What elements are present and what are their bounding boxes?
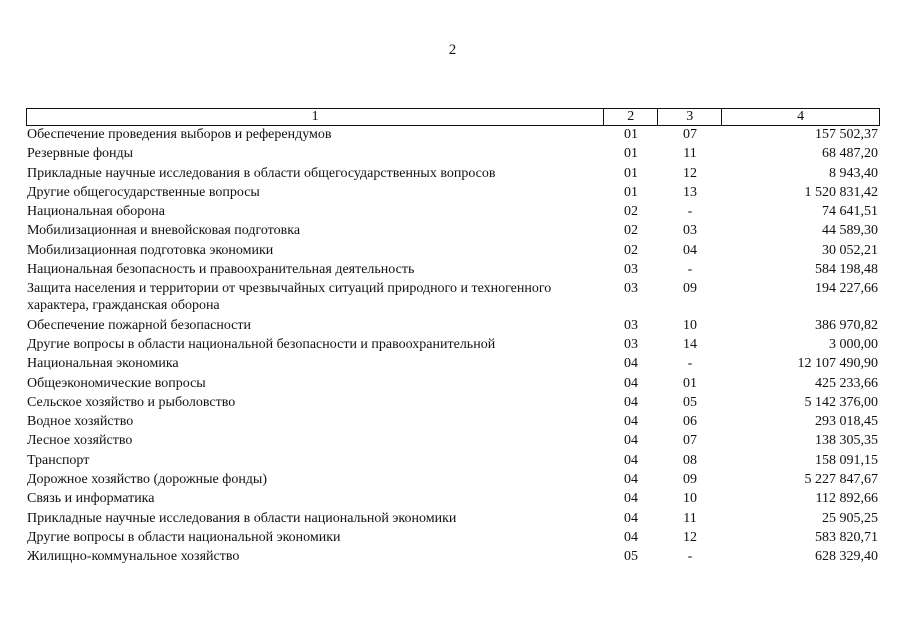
row-name: Связь и информатика xyxy=(27,491,155,507)
row-amount: 74 641,51 xyxy=(822,204,878,220)
row-section: 04 xyxy=(624,375,638,391)
table-row xyxy=(26,375,880,392)
column-header-1: 1 xyxy=(27,109,604,125)
row-amount: 194 227,66 xyxy=(815,281,878,297)
row-amount: 5 142 376,00 xyxy=(804,394,878,410)
row-amount: 583 820,71 xyxy=(815,529,878,545)
table-row xyxy=(26,165,880,182)
row-name: Прикладные научные исследования в области общегосударственных вопросов xyxy=(27,165,496,181)
row-subsection: 10 xyxy=(683,317,697,333)
row-subsection: - xyxy=(687,204,693,220)
row-name: Мобилизационная и вневойсковая подготовка xyxy=(27,223,301,239)
table-row xyxy=(26,452,880,469)
row-name: Общеэкономические вопросы xyxy=(27,375,206,391)
row-name: Дорожное хозяйство (дорожные фонды) xyxy=(27,472,268,488)
row-subsection: 12 xyxy=(683,529,697,545)
table-row xyxy=(26,126,880,143)
row-name: Резервные фонды xyxy=(27,146,134,162)
row-amount: 25 905,25 xyxy=(822,510,878,526)
row-subsection: 09 xyxy=(683,472,697,488)
row-name: Другие общегосударственные вопросы xyxy=(27,184,260,200)
table-row xyxy=(26,355,880,372)
row-section: 03 xyxy=(624,281,638,297)
row-subsection: 13 xyxy=(683,184,697,200)
table-row xyxy=(26,510,880,527)
row-section: 04 xyxy=(624,414,638,430)
row-section: 02 xyxy=(624,223,638,239)
table-row xyxy=(26,222,880,239)
column-header-2: 2 xyxy=(604,109,658,125)
row-amount: 44 589,30 xyxy=(822,223,878,239)
row-amount: 386 970,82 xyxy=(815,317,878,333)
row-amount: 8 943,40 xyxy=(829,165,878,181)
table-row xyxy=(26,261,880,278)
table-row xyxy=(26,529,880,546)
row-section: 04 xyxy=(624,529,638,545)
row-section: 04 xyxy=(624,452,638,468)
table-row xyxy=(26,413,880,430)
row-amount: 68 487,20 xyxy=(822,146,878,162)
row-subsection: 05 xyxy=(683,394,697,410)
row-subsection: 10 xyxy=(683,491,697,507)
row-name: Защита населения и территории от чрезвычайных ситуаций природного и техногенного характера, гражданская оборона xyxy=(27,281,552,314)
row-name: Национальная безопасность и правоохранительная деятельность xyxy=(27,262,415,278)
page-number: 2 xyxy=(448,42,457,58)
row-section: 04 xyxy=(624,433,638,449)
table-row xyxy=(26,490,880,507)
row-subsection: 04 xyxy=(683,242,697,258)
row-amount: 628 329,40 xyxy=(815,549,878,565)
row-section: 04 xyxy=(624,356,638,372)
row-subsection: 08 xyxy=(683,452,697,468)
row-section: 04 xyxy=(624,491,638,507)
column-header-3: 3 xyxy=(658,109,722,125)
table-row xyxy=(26,394,880,411)
row-name: Сельское хозяйство и рыболовство xyxy=(27,394,236,410)
table-row xyxy=(26,242,880,259)
row-subsection: 01 xyxy=(683,375,697,391)
row-section: 01 xyxy=(624,165,638,181)
row-amount: 5 227 847,67 xyxy=(804,472,878,488)
row-amount: 584 198,48 xyxy=(815,262,878,278)
row-amount: 138 305,35 xyxy=(815,433,878,449)
table-row xyxy=(26,336,880,353)
table-row xyxy=(26,203,880,220)
row-name: Обеспечение проведения выборов и референдумов xyxy=(27,127,332,142)
row-section: 04 xyxy=(624,472,638,488)
row-subsection: - xyxy=(687,549,693,565)
table-body xyxy=(26,126,880,565)
row-section: 03 xyxy=(624,262,638,278)
row-amount: 293 018,45 xyxy=(815,414,878,430)
row-section: 05 xyxy=(624,549,638,565)
budget-table xyxy=(26,108,880,568)
row-amount: 12 107 490,90 xyxy=(797,356,878,372)
table-header-row xyxy=(26,108,880,126)
table-row xyxy=(26,145,880,162)
row-section: 03 xyxy=(624,336,638,352)
row-name: Жилищно-коммунальное хозяйство xyxy=(27,549,240,565)
row-amount: 157 502,37 xyxy=(815,127,878,142)
row-amount: 3 000,00 xyxy=(829,336,878,352)
row-amount: 425 233,66 xyxy=(815,375,878,391)
table-row xyxy=(26,471,880,488)
row-section: 01 xyxy=(624,184,638,200)
row-name: Мобилизационная подготовка экономики xyxy=(27,242,274,258)
row-name: Другие вопросы в области национальной экономики xyxy=(27,529,341,545)
row-subsection: - xyxy=(687,262,693,278)
row-subsection: 11 xyxy=(683,146,697,162)
row-section: 03 xyxy=(624,317,638,333)
row-amount: 158 091,15 xyxy=(815,452,878,468)
table-row xyxy=(26,548,880,565)
row-name: Обеспечение пожарной безопасности xyxy=(27,317,252,333)
row-subsection: 06 xyxy=(683,414,697,430)
column-header-4: 4 xyxy=(722,109,880,125)
row-section: 04 xyxy=(624,394,638,410)
row-amount: 1 520 831,42 xyxy=(804,184,878,200)
row-amount: 112 892,66 xyxy=(815,491,878,507)
row-amount: 30 052,21 xyxy=(822,242,878,258)
row-name: Национальная оборона xyxy=(27,204,165,220)
table-row xyxy=(26,184,880,201)
row-subsection: 03 xyxy=(683,223,697,239)
row-subsection: 11 xyxy=(683,510,697,526)
row-subsection: 07 xyxy=(683,127,697,142)
row-subsection: 14 xyxy=(683,336,697,352)
row-section: 01 xyxy=(624,146,638,162)
row-subsection: 09 xyxy=(683,281,697,297)
row-name: Лесное хозяйство xyxy=(27,433,133,449)
table-row xyxy=(26,317,880,334)
row-section: 02 xyxy=(624,242,638,258)
row-section: 01 xyxy=(624,127,638,142)
row-name: Прикладные научные исследования в области национальной экономики xyxy=(27,510,457,526)
row-subsection: 12 xyxy=(683,165,697,181)
row-subsection: - xyxy=(687,356,693,372)
row-name: Водное хозяйство xyxy=(27,414,134,430)
row-name: Другие вопросы в области национальной безопасности и правоохранительной xyxy=(27,336,496,352)
row-subsection: 07 xyxy=(683,433,697,449)
table-row xyxy=(26,432,880,449)
row-section: 04 xyxy=(624,510,638,526)
table-row xyxy=(26,280,880,314)
row-name: Национальная экономика xyxy=(27,356,179,372)
row-section: 02 xyxy=(624,204,638,220)
row-name: Транспорт xyxy=(27,452,90,468)
